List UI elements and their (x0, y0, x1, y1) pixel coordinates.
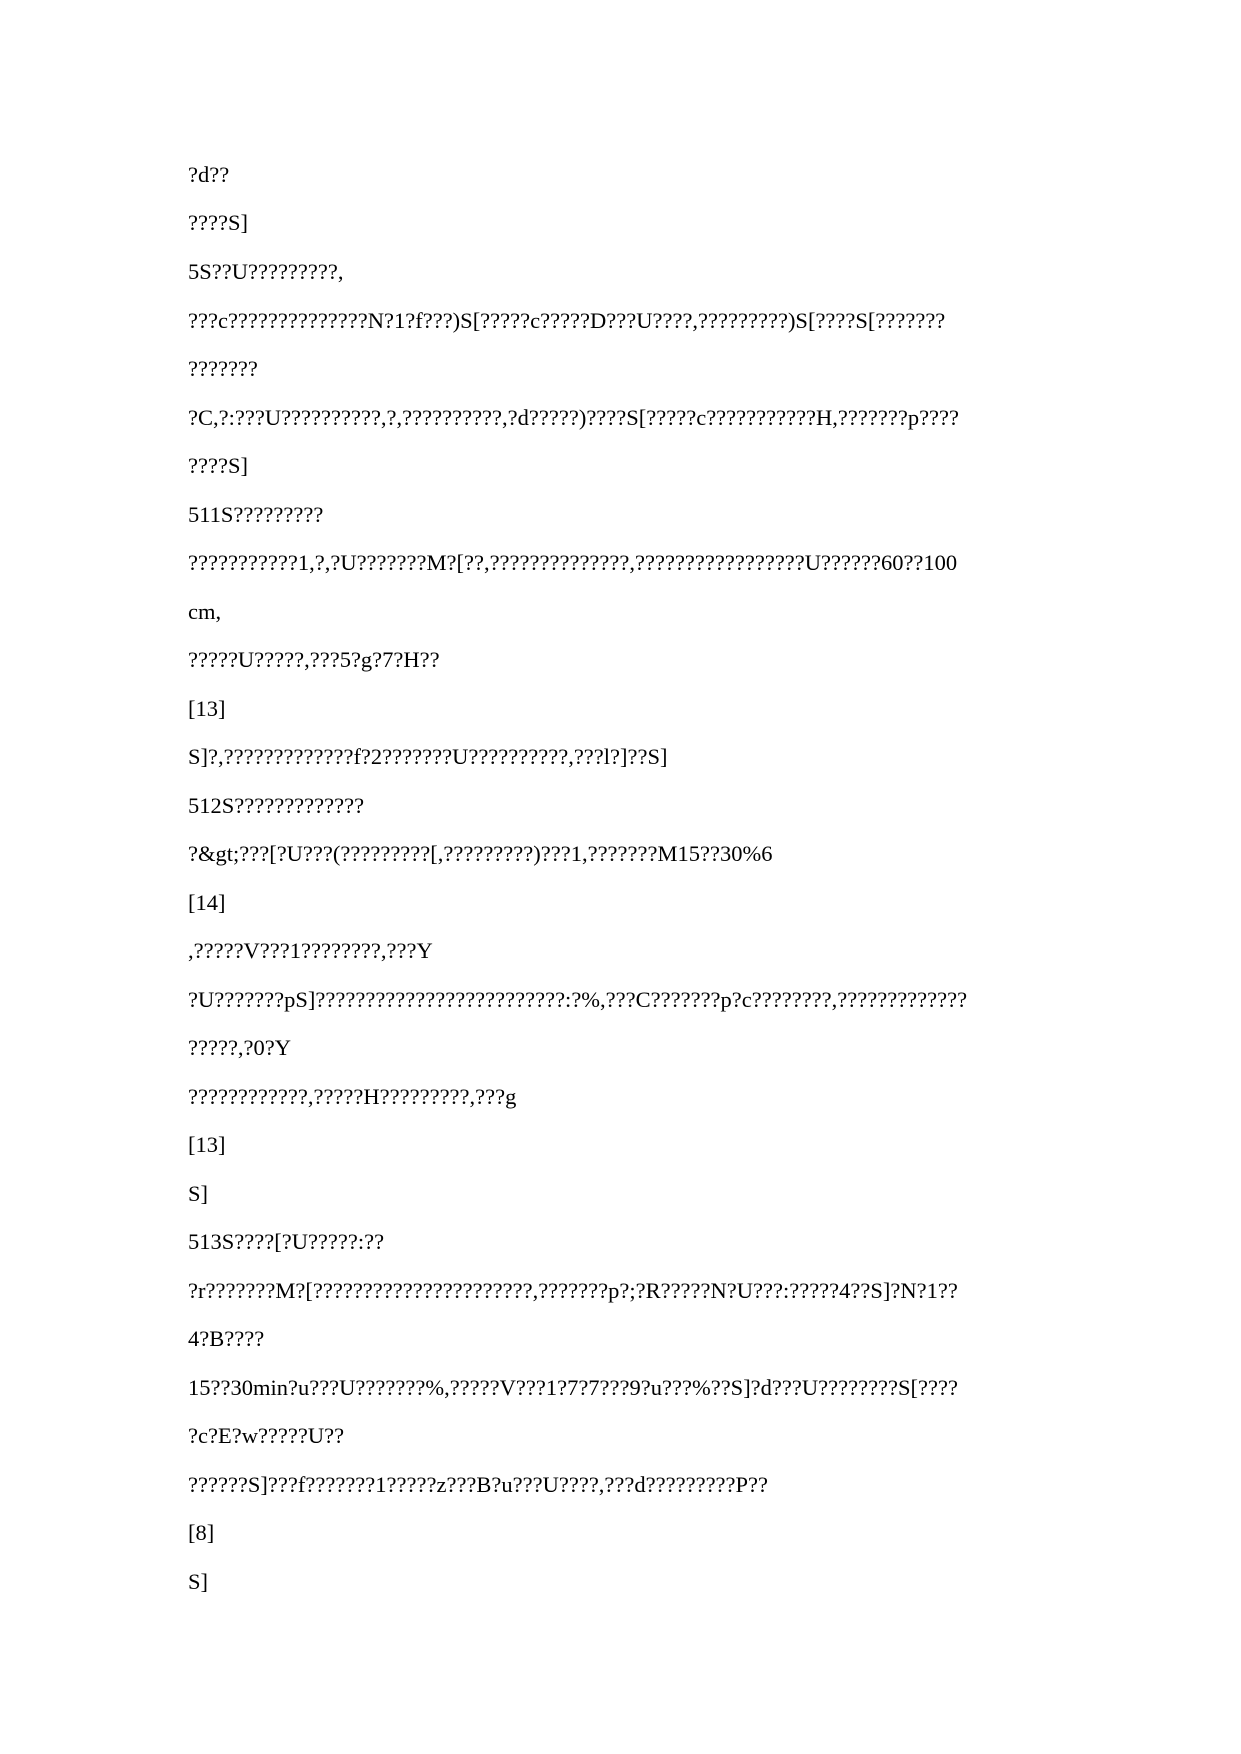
section-heading: 512S????????????? (188, 793, 365, 818)
citation-line: [14] (188, 890, 226, 915)
text-line: ????S] (188, 210, 248, 235)
text-line: ??????S]???f???????1?????z???B?u???U????,???d?????????P?? (188, 1472, 769, 1497)
text-line: ?c?E?w?????U?? (188, 1423, 345, 1448)
text-line: ????S] (188, 453, 248, 478)
text-line: ???c??????????????N?1?f???)S[?????c?????D???U????,?????????)S[????S[??????? (188, 308, 946, 333)
text-line: 4?B???? (188, 1326, 265, 1351)
text-line: S]?,?????????????f?2???????U??????????,???l?]??S] (188, 744, 668, 769)
citation-line: [13] (188, 1132, 226, 1157)
text-line: 511S????????? (188, 502, 324, 527)
text-line: ????????????,?????H?????????,???g (188, 1084, 517, 1109)
text-line: ?C,?:???U??????????,?,??????????,?d?????)????S[?????c???????????H,???????p???? (188, 405, 960, 430)
text-line: S] (188, 1569, 209, 1594)
text-line: ?&gt;???[?U???(?????????[,?????????)???1,???????M15??30%6 (188, 841, 773, 866)
text-line: ?????U?????,???5?g?7?H?? (188, 647, 440, 672)
text-line: S] (188, 1181, 209, 1206)
text-line: ?d?? (188, 162, 230, 187)
text-line: 5S??U?????????, (188, 259, 344, 284)
text-line: cm, (188, 599, 222, 624)
section-heading: 513S????[?U?????:?? (188, 1229, 385, 1254)
text-line: ?????,?0?Y (188, 1035, 292, 1060)
citation-line: [13] (188, 696, 226, 721)
text-line: ??????? (188, 356, 258, 381)
citation-line: [8] (188, 1520, 215, 1545)
text-line: ,?????V???1????????,???Y (188, 938, 433, 963)
text-line: ?r???????M?[??????????????????????,???????p?;?R?????N?U???:?????4??S]?N?1?? (188, 1278, 958, 1303)
text-line: ???????????1,?,?U???????M?[??,??????????????,?????????????????U??????60??100 (188, 550, 958, 575)
text-line: 15??30min?u???U???????%,?????V???1?7?7???9?u???%??S]?d???U????????S[???? (188, 1375, 958, 1400)
text-line: ?U???????pS]?????????????????????????:?%,???C???????p?c????????,????????????? (188, 987, 968, 1012)
